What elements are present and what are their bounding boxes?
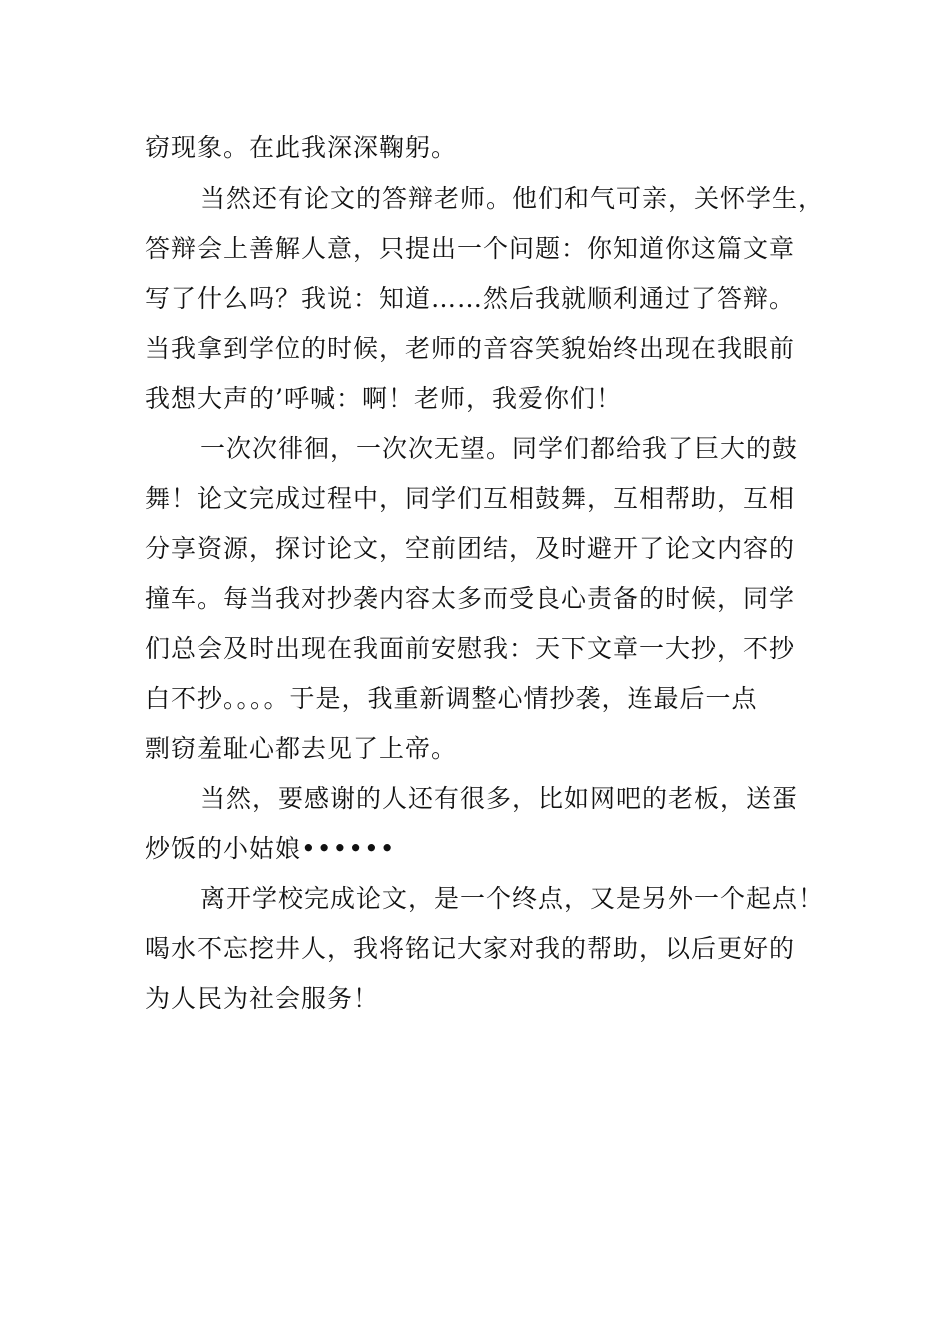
text-line: 炒饭的小姑娘•••••• <box>145 834 396 863</box>
paragraph-start-line: 当然还有论文的答辩老师。他们和气可亲，关怀学生， <box>200 184 825 213</box>
paragraph-start-line: 一次次徘徊，一次次无望。同学们都给我了巨大的鼓 <box>200 434 799 463</box>
text-line: 我想大声的’呼喊：啊！老师，我爱你们！ <box>145 384 622 413</box>
text-line: 白不抄。。。。于是，我重新调整心情抄袭，连最后一点 <box>145 684 758 713</box>
text-line: 喝水不忘挖井人，我将铭记大家对我的帮助，以后更好的 <box>145 934 796 963</box>
paragraph-start-line: 离开学校完成论文，是一个终点，又是另外一个起点！ <box>200 884 825 913</box>
text-line: 窃现象。在此我深深鞠躬。 <box>145 133 458 162</box>
text-line: 为人民为社会服务！ <box>145 984 380 1013</box>
text-line: 们总会及时出现在我面前安慰我：天下文章一大抄，不抄 <box>145 634 796 663</box>
text-line: 写了什么吗？我说：知道……然后我就顺利通过了答辩。 <box>145 284 796 313</box>
text-line: 舞！论文完成过程中，同学们互相鼓舞，互相帮助，互相 <box>145 484 796 513</box>
text-line: 答辩会上善解人意，只提出一个问题：你知道你这篇文章 <box>145 234 796 263</box>
paragraph-start-line: 当然，要感谢的人还有很多，比如网吧的老板，送蛋 <box>200 784 799 813</box>
text-line: 撞车。每当我对抄袭内容太多而受良心责备的时候，同学 <box>145 584 796 613</box>
text-line: 当我拿到学位的时候，老师的音容笑貌始终出现在我眼前 <box>145 334 796 363</box>
text-line: 剽窃羞耻心都去见了上帝。 <box>145 734 458 763</box>
text-line: 分享资源，探讨论文，空前团结，及时避开了论文内容的 <box>145 534 796 563</box>
